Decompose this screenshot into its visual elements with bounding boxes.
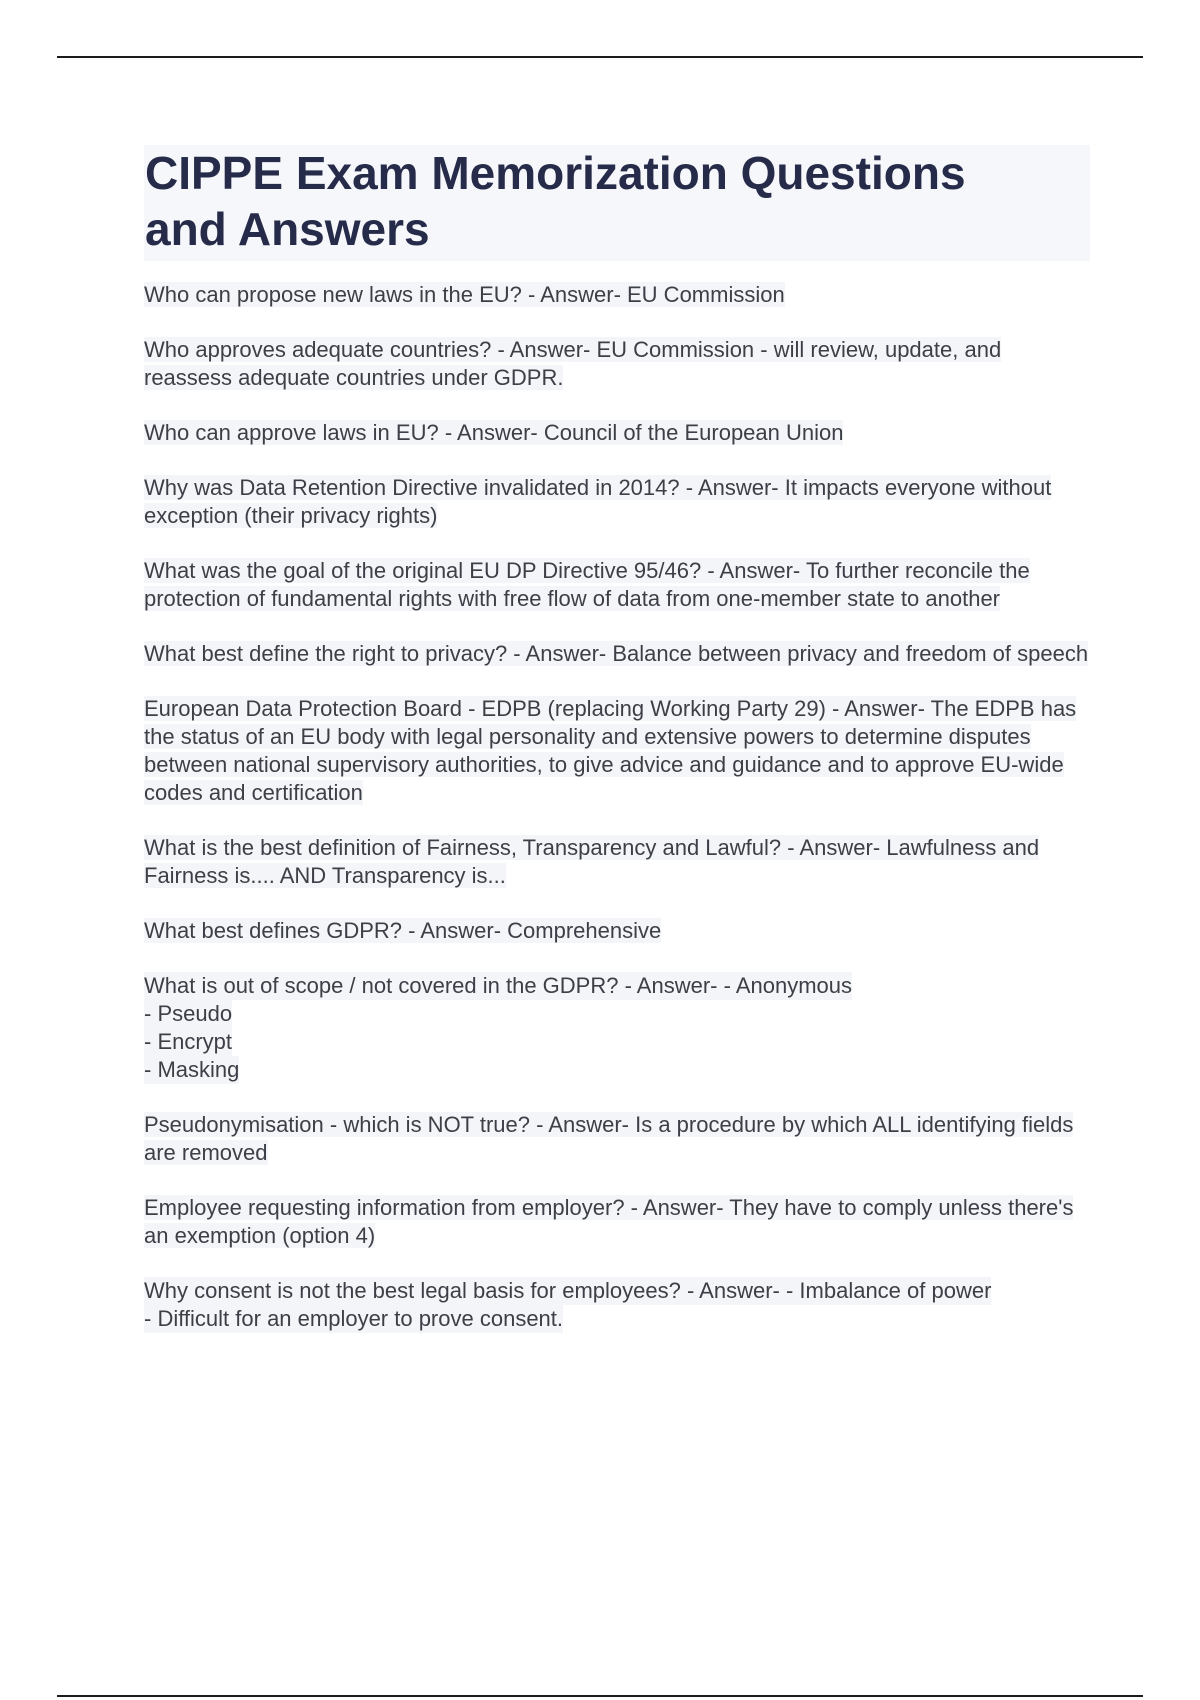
qa-item [144, 419, 1090, 447]
qa-item [144, 1111, 1090, 1167]
qa-text: What is the best definition of Fairness, Transparency and Lawful? - Answer- Lawfulness and Fairness is.... AND Transparency is... [144, 835, 1040, 888]
qa-text: European Data Protection Board - EDPB (replacing Working Party 29) - Answer- The EDPB has the status of an EU body with legal personality and extensive powers to determine disputes between national supervisory authorities, to give advice and guidance and to approve EU-wide codes and certification [144, 696, 1077, 805]
qa-item [144, 640, 1090, 668]
qa-text: Who can approve laws in EU? - Answer- Council of the European Union [144, 420, 844, 445]
footer-rule [57, 1695, 1143, 1697]
qa-text: What best defines GDPR? - Answer- Comprehensive [144, 918, 662, 943]
qa-line: Why consent is not the best legal basis for employees? - Answer- - Imbalance of power [144, 1278, 992, 1303]
qa-list [144, 281, 1090, 1333]
qa-text: Who can propose new laws in the EU? - Answer- EU Commission [144, 282, 785, 307]
qa-text: Pseudonymisation - which is NOT true? - Answer- Is a procedure by which ALL identifying fields are removed [144, 1112, 1074, 1165]
title-block [144, 145, 1090, 261]
qa-text: What best define the right to privacy? - Answer- Balance between privacy and freedom of speech [144, 641, 1089, 666]
qa-line: - Pseudo [144, 1001, 233, 1026]
qa-text: Who approves adequate countries? - Answer- EU Commission - will review, update, and reassess adequate countries under GDPR. [144, 337, 1002, 390]
title-line-2: and Answers [145, 203, 430, 255]
qa-line: - Masking [144, 1057, 240, 1082]
title-line-1: CIPPE Exam Memorization Questions [145, 147, 966, 199]
qa-item [144, 336, 1090, 392]
qa-item [144, 474, 1090, 530]
header-rule [57, 56, 1143, 58]
qa-item [144, 834, 1090, 890]
qa-line: - Difficult for an employer to prove consent. [144, 1306, 564, 1331]
qa-text: Why was Data Retention Directive invalidated in 2014? - Answer- It impacts everyone without exception (their privacy rights) [144, 475, 1052, 528]
qa-text: What was the goal of the original EU DP Directive 95/46? - Answer- To further reconcile the protection of fundamental rights with free flow of data from one-member state to another [144, 558, 1030, 611]
qa-item [144, 557, 1090, 613]
qa-item [144, 1277, 1090, 1333]
qa-line: What is out of scope / not covered in the GDPR? - Answer- - Anonymous [144, 973, 852, 998]
qa-item [144, 1194, 1090, 1250]
qa-line: - Encrypt [144, 1029, 233, 1054]
qa-item [144, 281, 1090, 309]
qa-item [144, 695, 1090, 807]
document-title [145, 145, 1084, 257]
document-body [144, 145, 1090, 1360]
qa-item [144, 972, 1090, 1084]
qa-text: Employee requesting information from employer? - Answer- They have to comply unless there's an exemption (option 4) [144, 1195, 1074, 1248]
qa-item [144, 917, 1090, 945]
